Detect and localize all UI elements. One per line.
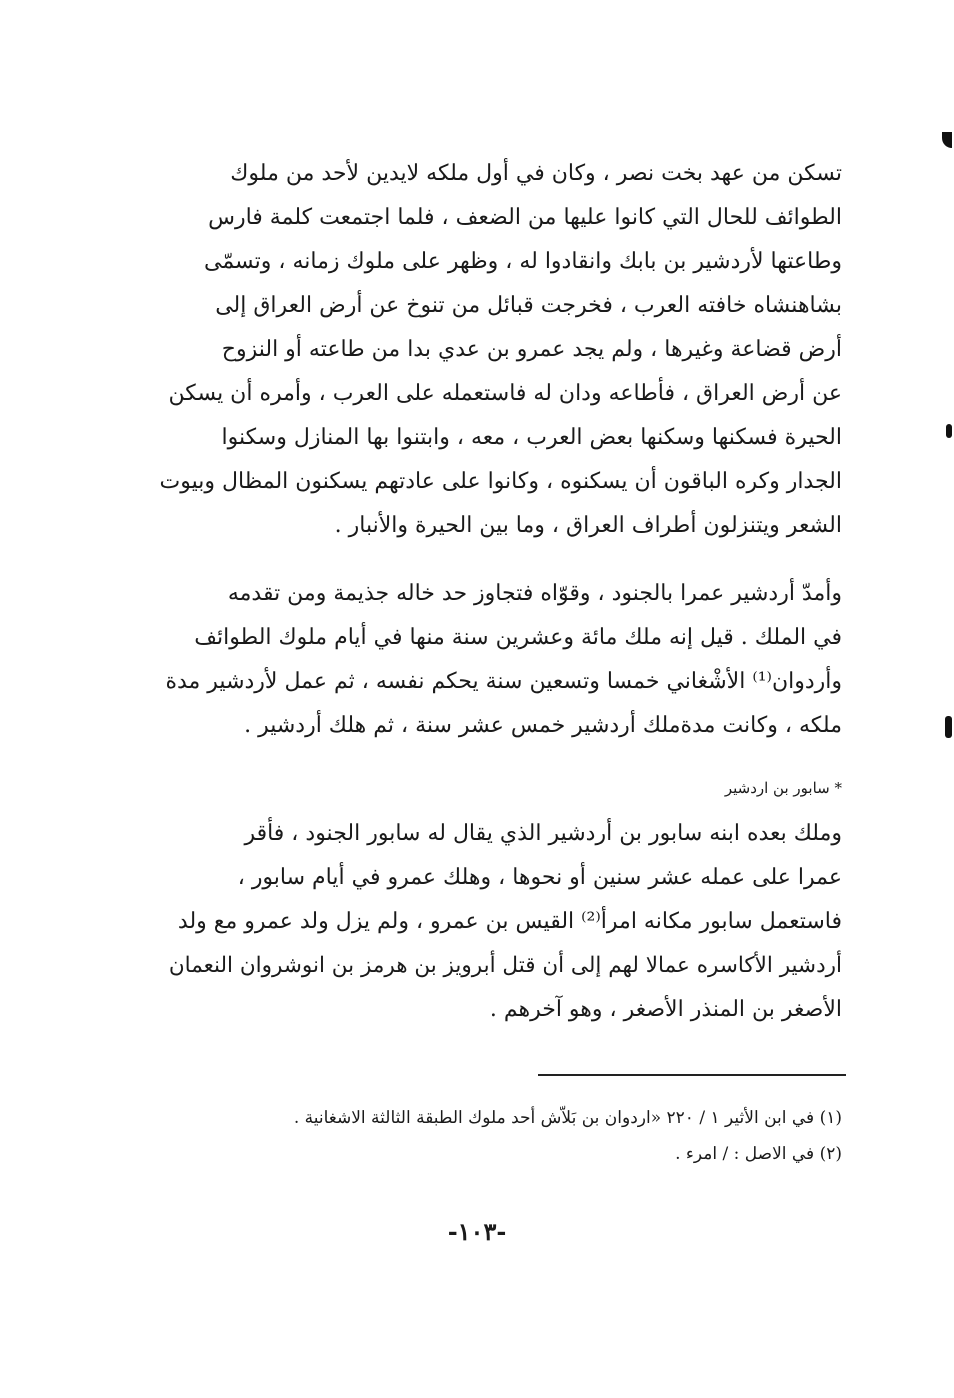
text-line: عمرا على عمله عشر سنين أو نحوها ، وهلك عمرو في أيام سابور ، xyxy=(237,865,842,890)
paragraph-sabur xyxy=(160,812,842,1032)
scan-margin-mark xyxy=(946,424,952,438)
footnotes xyxy=(190,1100,842,1172)
text-line: أرض قضاعة وغيرها ، ولم يجد عمرو بن عدي بدا من طاعته أو النزوح xyxy=(221,337,842,362)
paragraph-amr-ibn-adi xyxy=(160,152,842,548)
scan-margin-mark xyxy=(945,716,952,738)
text-line: عن أرض العراق ، فأطاعه ودان له فاستعمله على العرب ، وأمره أن يسكن xyxy=(168,381,842,406)
text-line: وملك بعده ابنه سابور بن أردشير الذي يقال له سابور الجنود ، فأقر xyxy=(244,821,842,846)
text-line: وأردوان⁽¹⁾ الأشْغاني خمسا وتسعين سنة يحكم نفسه ، ثم عمل لأردشير مدة xyxy=(165,669,842,694)
footnote: (١) في ابن الأثير ١ / ٢٢٠ «اردوان بن بَلاّش أحد ملوك الطبقة الثالثة الاشغانية . xyxy=(293,1108,842,1128)
text-line: الأصغر بن المنذر الأصغر ، وهو آخرهم . xyxy=(489,997,842,1022)
text-line: الجدار وكره الباقون أن يسكنوه ، وكانوا على عادتهم يسكنون المظال وبيوت xyxy=(160,469,842,494)
page-number: -١٠٣- xyxy=(447,1217,507,1246)
section-heading: * سابور بن اردشير xyxy=(724,779,842,797)
scan-margin-mark xyxy=(942,132,952,148)
text-line: أردشير الأكاسره عمالا لهم إلى أن قتل أبرويز بن هرمز بن انوشروان النعمان xyxy=(168,953,842,978)
text-line: الحيرة فسكنها وسكنها بعض العرب ، معه ، وابتنوا بها المنازل وسكنوا xyxy=(221,425,842,450)
paragraph-ardashir xyxy=(160,572,842,748)
text-line: ملكه ، وكانت مدةملك أردشير خمس عشر سنة ، ثم هلك أردشير . xyxy=(244,713,842,738)
text-line: وأمدّ أردشير عمرا بالجنود ، وقوّاه فتجاوز حد خاله جذيمة ومن تقدمه xyxy=(227,581,842,606)
text-line: في الملك . قيل إنه ملك مائة وعشرين سنة منها في أيام ملوك الطوائف xyxy=(194,625,842,650)
text-line: فاستعمل سابور مكانه امرأ⁽²⁾ القيس بن عمرو ، ولم يزل ولد عمرو مع ولد xyxy=(177,909,842,934)
text-line: بشاهنشاه خافته العرب ، فخرجت قبائل من تنوخ عن أرض العراق إلى xyxy=(215,293,842,318)
footnote: (٢) في الاصل : / امرء . xyxy=(675,1144,842,1164)
footnote-divider xyxy=(538,1074,846,1076)
text-line: الطوائف للحال التي كانوا عليها من الضعف ، فلما اجتمعت كلمة فارس xyxy=(208,205,842,230)
text-line: تسكن من عهد بخت نصر ، وكان في أول ملكه لايدين لأحد من ملوك xyxy=(230,161,842,186)
text-line: الشعر ويتنزلون أطراف العراق ، وما بين الحيرة والأنبار . xyxy=(334,513,842,538)
text-line: وطاعتها لأردشير بن بابك وانقادوا له ، وظهر على ملوك زمانه ، وتسمّى xyxy=(203,249,842,274)
